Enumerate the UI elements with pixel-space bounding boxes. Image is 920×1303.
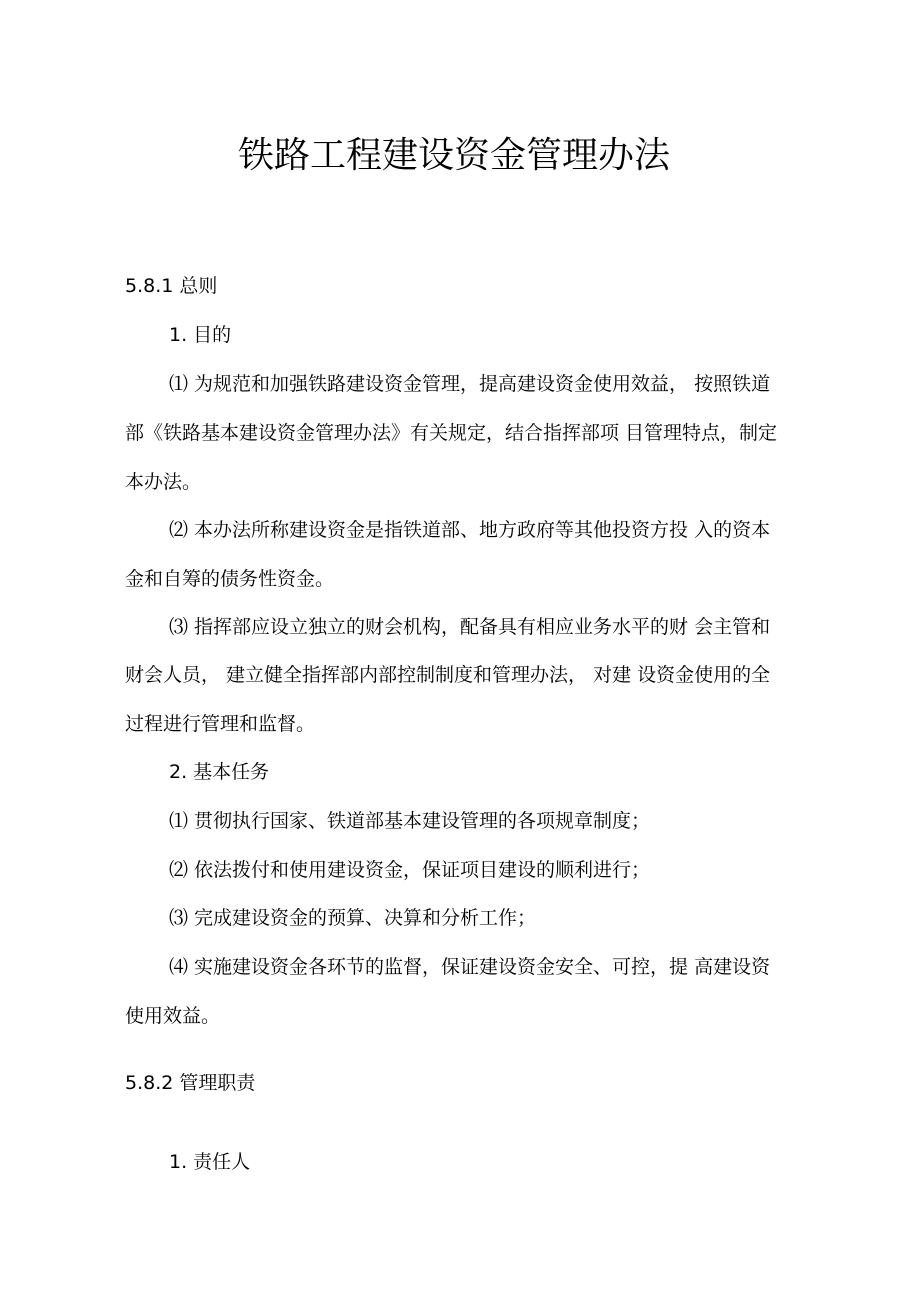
paragraph-line: 本办法。 [125,471,202,493]
subheading-responsible-person: 1. 责任人 [169,1151,251,1173]
list-item: ⑷ 实施建设资金各环节的监督，保证建设资金安全、可控，提 高建设资 [169,956,771,978]
list-item: ⑶ 完成建设资金的预算、决算和分析工作； [169,907,537,929]
paragraph-line: ⑴ 为规范和加强铁路建设资金管理，提高建设资金使用效益， 按照铁道 [169,373,771,395]
paragraph-line: 使用效益。 [125,1005,221,1027]
paragraph-line: 过程进行管理和监督。 [125,713,316,735]
paragraph-line: ⑶ 指挥部应设立独立的财会机构，配备具有相应业务水平的财 会主管和 [169,616,771,638]
paragraph-line: ⑵ 本办法所称建设资金是指铁道部、地方政府等其他投资方投 入的资本 [169,519,771,541]
section-heading-management-duties: 5.8.2 管理职责 [125,1072,256,1094]
list-item: ⑴ 贯彻执行国家、铁道部基本建设管理的各项规章制度； [169,810,651,832]
list-item: ⑵ 依法拨付和使用建设资金，保证项目建设的顺利进行； [169,859,651,881]
document-title: 铁路工程建设资金管理办法 [237,135,670,176]
subheading-purpose: 1. 目的 [169,324,232,346]
paragraph-line: 财会人员， 建立健全指挥部内部控制制度和管理办法， 对建 设资金使用的全 [125,664,771,686]
subheading-basic-tasks: 2. 基本任务 [169,761,270,783]
paragraph-line: 部《铁路基本建设资金管理办法》有关规定，结合指挥部项 目管理特点，制定 [125,422,778,444]
section-heading-general: 5.8.1 总则 [125,275,218,297]
paragraph-line: 金和自筹的债务性资金。 [125,568,335,590]
